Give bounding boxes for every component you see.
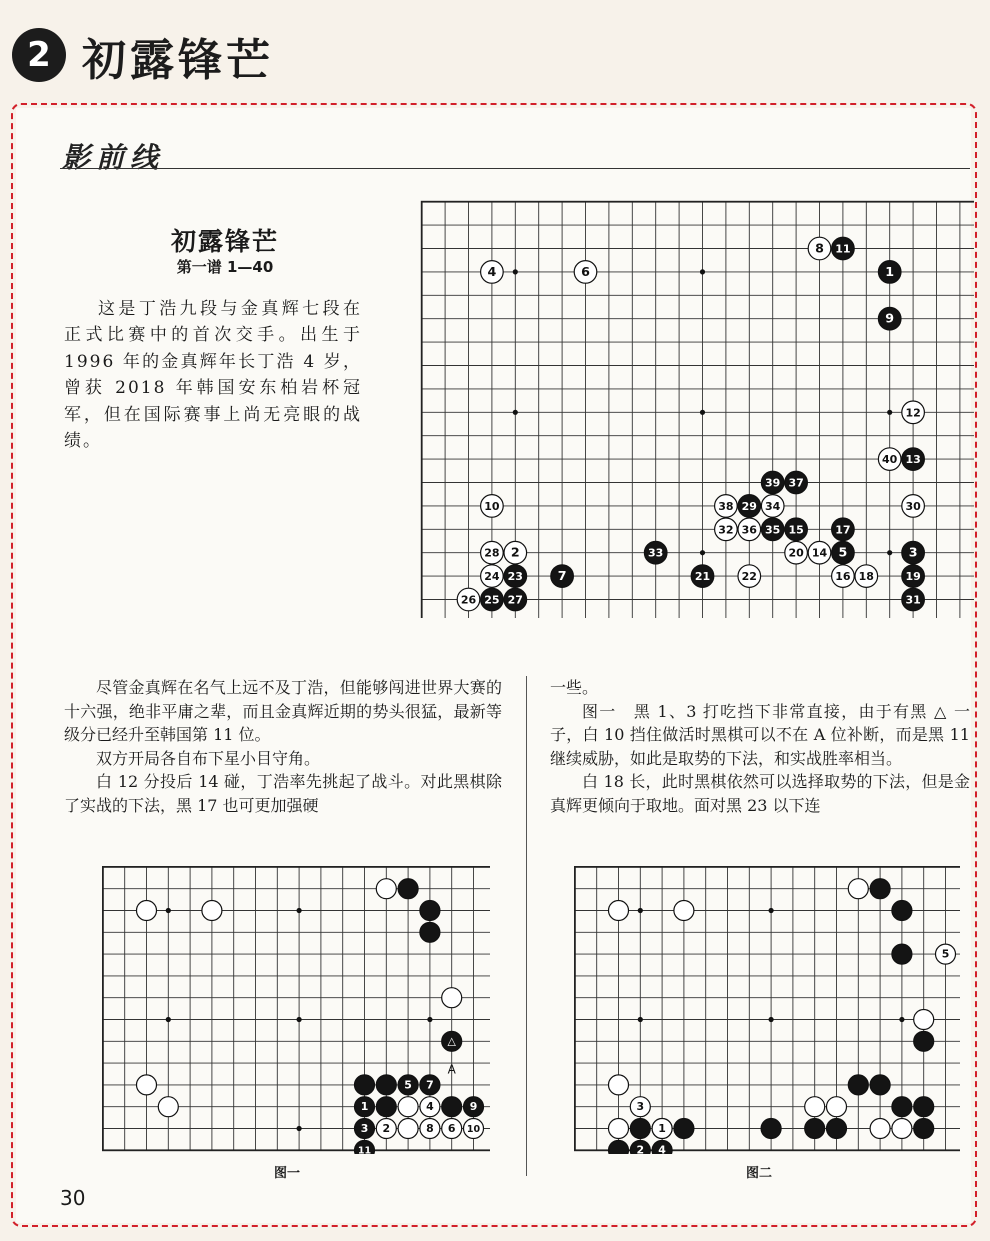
black-stone [376,1097,396,1117]
black-stone [630,1140,650,1154]
black-stone [691,565,714,588]
white-stone [137,901,157,921]
stone-label: 13 [905,453,921,467]
white-stone [158,1097,178,1117]
star-point [887,550,892,555]
black-stone [832,237,855,260]
paragraph: 双方开局各自布下星小目守角。 [96,748,321,768]
stone-label: △ [447,1034,456,1048]
stone-label: 1 [360,1100,369,1114]
stone-label: 1 [885,263,895,279]
black-stone [761,471,784,494]
stone-label: 6 [581,263,590,279]
game-title: 初露锋芒 [170,227,279,256]
white-stone [442,988,462,1008]
black-stone [464,1097,484,1117]
stone-label: 37 [788,476,804,490]
white-stone [715,495,738,518]
stone-label: 21 [694,570,711,584]
star-point [769,1017,774,1022]
black-stone [761,1119,781,1139]
white-stone [914,1010,934,1030]
stone-label: 27 [507,593,523,607]
point-mark: A [447,1062,456,1077]
stone-label: 10 [484,499,500,513]
black-stone [674,1119,694,1139]
stone-label: 11 [835,242,851,256]
white-stone [481,541,504,564]
stone-label: 18 [858,570,874,584]
star-point [166,1017,171,1022]
star-point [899,1017,904,1022]
black-stone [398,879,418,899]
stone-label: 2 [510,544,520,560]
game-subtitle: 第一谱 1—40 [176,258,274,276]
stone-label: 38 [718,499,734,513]
white-stone [609,1119,629,1139]
black-stone [738,495,761,518]
white-stone [878,448,901,471]
chapter-number-badge: 2 [12,28,66,82]
black-stone [848,1075,868,1095]
white-stone [457,588,480,611]
black-stone [902,448,925,471]
star-point [638,908,643,913]
stone-label: 8 [426,1121,434,1135]
black-stone [504,588,527,611]
stone-label: 24 [484,570,500,584]
stone-label: 23 [507,570,523,584]
star-point [297,1126,302,1131]
paragraph: 白 18 长，此时黑棋依然可以选择取势的下法，但是金真辉更倾向于取地。面对黑 23 以下连 [550,772,970,815]
stone-label: 20 [788,546,804,560]
star-point [638,1017,643,1022]
star-point [297,908,302,913]
stone-label: 10 [466,1123,481,1135]
stone-label: 4 [658,1143,666,1154]
stone-label: 9 [469,1100,478,1114]
white-stone [855,565,878,588]
star-point [513,269,518,274]
star-point [700,269,705,274]
black-stone [652,1140,672,1154]
black-stone [870,879,890,899]
black-stone [832,518,855,541]
white-stone [481,565,504,588]
white-stone [574,261,597,284]
black-stone [551,565,574,588]
white-stone [464,1119,484,1139]
stone-label: 14 [811,546,828,560]
black-stone [914,1031,934,1051]
white-stone [738,518,761,541]
black-stone [398,1075,418,1095]
star-point [700,410,705,415]
section-header-label: 影前线 [62,141,165,174]
white-stone [420,1119,440,1139]
black-stone [504,565,527,588]
black-stone [442,1097,462,1117]
stone-label: 7 [426,1078,434,1092]
stone-label: 22 [741,570,757,584]
star-point [700,550,705,555]
white-stone [848,879,868,899]
black-stone [420,922,440,942]
white-stone [827,1097,847,1117]
white-stone [870,1119,890,1139]
black-stone [785,471,808,494]
white-stone [481,495,504,518]
stone-label: 40 [882,453,898,467]
chapter-title: 初露锋芒 [82,35,274,86]
white-stone [808,541,831,564]
column-divider [526,676,527,1176]
paragraph: 一些。 [550,678,599,697]
stone-label: 5 [941,947,950,961]
black-stone [644,541,667,564]
white-stone [832,565,855,588]
figure-1-board [88,852,490,1154]
stone-label: 3 [360,1121,369,1135]
black-stone [420,1075,440,1095]
white-stone [936,944,956,964]
black-stone [827,1119,847,1139]
stone-label: 17 [835,523,851,537]
black-stone [376,1075,396,1095]
white-stone [202,901,222,921]
stone-label: 2 [382,1121,391,1135]
white-stone [609,1075,629,1095]
stone-label: 35 [765,523,781,537]
star-point [297,1017,302,1022]
stone-label: 5 [838,544,848,560]
black-stone [892,944,912,964]
black-stone [442,1031,462,1051]
white-stone [137,1075,157,1095]
black-stone [630,1119,650,1139]
stone-label: 12 [905,406,921,420]
black-stone [902,588,925,611]
white-stone [376,879,396,899]
right-text-column [550,676,970,817]
stone-label: 3 [636,1100,645,1114]
black-stone [870,1075,890,1095]
white-stone [738,565,761,588]
white-stone [630,1097,650,1117]
white-stone [761,495,784,518]
black-stone [805,1119,825,1139]
white-stone [902,401,925,424]
white-stone [652,1119,672,1139]
stone-label: 32 [718,523,734,537]
header-rule [60,168,970,169]
star-point [427,1017,432,1022]
left-text-column [64,676,502,817]
stone-label: 4 [426,1100,434,1114]
stone-label: 39 [765,476,781,490]
white-stone [481,261,504,284]
stone-label: 25 [484,593,500,607]
paragraph: 白 12 分投后 14 碰，丁浩率先挑起了战斗。对此黑棋除了实战的下法，黑 17 也可更加强硬 [64,772,502,815]
black-stone [902,565,925,588]
star-point [769,908,774,913]
stone-label: 6 [447,1121,456,1135]
black-stone [914,1119,934,1139]
figure-2-caption: 图二 [746,1166,773,1181]
star-point [513,410,518,415]
stone-label: 5 [404,1078,412,1092]
white-stone [785,541,808,564]
black-stone [892,1097,912,1117]
black-stone [355,1075,375,1095]
white-stone [808,237,831,260]
stone-label: 28 [484,546,500,560]
stone-label: 1 [658,1121,666,1135]
black-stone [878,307,901,330]
white-stone [892,1119,912,1139]
black-stone [832,541,855,564]
white-stone [902,495,925,518]
white-stone [420,1097,440,1117]
stone-label: 9 [885,310,895,326]
stone-label: 16 [835,570,851,584]
white-stone [609,901,629,921]
stone-label: 30 [905,499,921,513]
black-stone [892,901,912,921]
page-number: 30 [60,1186,86,1210]
black-stone [355,1097,375,1117]
stone-label: 8 [815,240,824,256]
white-stone [805,1097,825,1117]
white-stone [674,901,694,921]
black-stone [878,261,901,284]
white-stone [504,541,527,564]
white-stone [715,518,738,541]
intro-paragraph: 这是丁浩九段与金真辉七段在正式比赛中的首次交手。出生于 1996 年的金真辉年长丁浩 4 岁，曾获 2018 年韩国安东柏岩杯冠军，但在国际赛事上尚无亮眼的战绩。 [64,299,362,452]
stone-label: 15 [788,523,804,537]
stone-label: 4 [487,263,497,279]
stone-label: 26 [460,593,477,607]
black-stone [914,1097,934,1117]
black-stone [902,541,925,564]
stone-label: 11 [357,1145,372,1154]
white-stone [376,1119,396,1139]
paragraph: 图一 黑 1、3 打吃挡下非常直接，由于有黑 △ 一子，白 10 挡住做活时黑棋可以不在 A 位补断，而是黑 11 继续威胁，如此是取势的下法，和实战胜率相当。 [550,701,970,768]
stone-label: 19 [905,570,921,584]
white-stone [398,1097,418,1117]
stone-label: 3 [908,544,918,560]
figure-1-caption: 图一 [274,1166,301,1181]
black-stone [420,901,440,921]
stone-label: 31 [905,593,921,607]
stone-label: 34 [765,499,781,513]
black-stone [609,1140,629,1154]
stone-label: 36 [741,523,757,537]
paragraph: 尽管金真辉在名气上远不及丁浩，但能够闯进世界大赛的十六强，绝非平庸之辈，而且金真辉近期的势头很猛，最新等级分已经升至韩国第 11 位。 [64,678,502,744]
star-point [887,410,892,415]
star-point [166,908,171,913]
white-stone [442,1119,462,1139]
black-stone [785,518,808,541]
stone-label: 2 [636,1143,645,1154]
stone-label: 29 [741,499,757,513]
white-stone [398,1119,418,1139]
black-stone [481,588,504,611]
figure-2-board [560,852,960,1154]
black-stone [761,518,784,541]
main-go-board [404,188,974,618]
stone-label: 33 [648,546,664,560]
stone-label: 7 [557,568,567,584]
black-stone [355,1119,375,1139]
black-stone [355,1140,375,1154]
